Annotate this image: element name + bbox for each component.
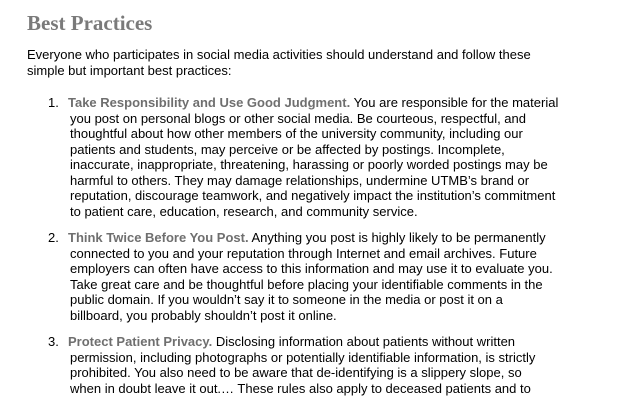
list-item-line: inaccurate, inappropriate, threatening, harassing or poorly worded postings may be: [70, 157, 548, 172]
list-item-title: Think Twice Before You Post.: [68, 230, 249, 245]
list-item-body: [70, 95, 558, 219]
list-item-number: 2.: [48, 230, 59, 245]
list-item-text: Disclosing information about patients without written: [212, 334, 516, 349]
list-item-line: public domain. If you wouldn’t say it to someone in the media or post it on a: [70, 292, 503, 307]
list-item-line: prohibited. You also need to be aware that de-identifying is a slippery slope, so: [70, 365, 522, 380]
list-item-first-line: [68, 95, 558, 111]
intro-line: simple but important best practices:: [27, 63, 232, 78]
list-item-body: [70, 230, 553, 323]
list-item-number: 1.: [48, 95, 59, 110]
list-item-line: patients and students, may perceive or be affected by postings. Incomplete,: [70, 141, 505, 157]
list-item-line: thoughtful about how other members of the university community, including our: [70, 126, 523, 141]
list-item-title: Take Responsibility and Use Good Judgment.: [68, 95, 351, 110]
list-item-line: billboard, you probably shouldn’t post it online.: [70, 307, 337, 323]
list-item-line: connected to you and your reputation through Internet and email archives. Future: [70, 245, 537, 261]
list-item-line: permission, including photographs or potentially identifiable information, is strictly: [70, 349, 536, 365]
list-item-text: Anything you post is highly likely to be permanently: [248, 230, 546, 245]
list-item-line: reputation, discourage teamwork, and negatively impact the institution’s commitment: [70, 188, 556, 203]
list-item-text: You are responsible for the material: [350, 95, 559, 110]
section-heading: Best Practices: [27, 11, 153, 35]
list-item-line: you post on personal blogs or other social media. Be courteous, respectful, and: [70, 110, 526, 126]
list-item-first-line: [68, 230, 553, 246]
list-item-body: [70, 334, 535, 396]
list-item-title: Protect Patient Privacy.: [68, 334, 213, 349]
list-item-line: when in doubt leave it out.… These rules also apply to deceased patients and to: [70, 380, 531, 396]
list-item-first-line: [68, 334, 535, 350]
intro-paragraph: [27, 47, 607, 79]
list-item-line: to patient care, education, research, and community service.: [70, 203, 418, 219]
list-item-line: Take great care and be thoughtful before placing your identifiable comments in the: [70, 276, 543, 292]
list-item-line: employers can often have access to this information and may use it to evaluate you.: [70, 261, 553, 276]
list-item-line: harmful to others. They may damage relationships, undermine UTMB’s brand or: [70, 172, 530, 188]
list-item-number: 3.: [48, 334, 59, 349]
intro-line: Everyone who participates in social media activities should understand and follow these: [27, 47, 531, 62]
